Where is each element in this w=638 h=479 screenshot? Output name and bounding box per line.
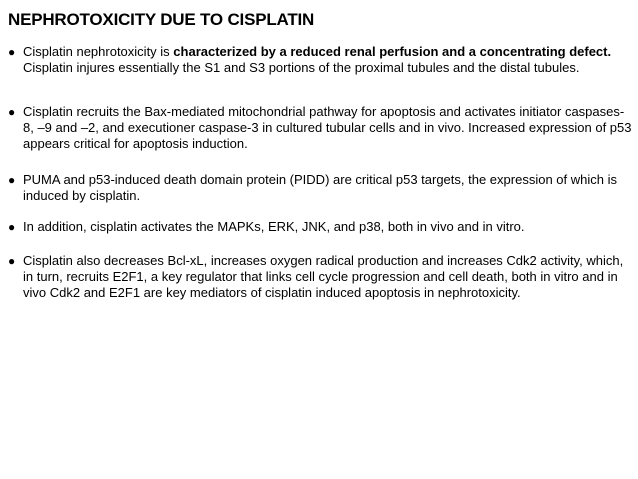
- bullet-item: [8, 219, 634, 235]
- bullet-dot-icon: ●: [8, 173, 16, 187]
- bullet-dot-icon: ●: [8, 254, 16, 268]
- bullet-text: [23, 44, 634, 76]
- bullet-dot-icon: ●: [8, 220, 16, 234]
- bullet-text-pre: Cisplatin nephrotoxicity is: [23, 44, 174, 59]
- bullet-text-bold: characterized by a reduced renal perfusion and a concentrating defect.: [173, 44, 612, 59]
- bullet-item: [8, 104, 634, 152]
- bullet-text-post: Cisplatin injures essentially the S1 and S3 portions of the proximal tubules and the distal tubules.: [23, 60, 580, 75]
- bullet-item: [8, 172, 634, 204]
- bullet-item: [8, 253, 634, 301]
- bullet-text: Cisplatin recruits the Bax-mediated mitochondrial pathway for apoptosis and activates initiator caspases-8, –9 and –2, and executioner caspase-3 in cultured tubular cells and in vivo. Increased expression of p53 appears critical for apoptosis induction.: [23, 104, 632, 151]
- bullet-text: Cisplatin also decreases Bcl-xL, increases oxygen radical production and increases Cdk2 activity, which, in turn, recruits E2F1, a key regulator that links cell cycle progression and cell death, both in vitro and in vivo Cdk2 and E2F1 are key mediators of cisplatin induced apoptosis in nephrotoxicity.: [23, 253, 624, 300]
- bullet-text: In addition, cisplatin activates the MAPKs, ERK, JNK, and p38, both in vivo and in vitro.: [23, 219, 525, 234]
- bullet-text: PUMA and p53-induced death domain protein (PIDD) are critical p53 targets, the expression of which is induced by cisplatin.: [23, 172, 617, 203]
- bullet-dot-icon: ●: [8, 45, 16, 59]
- bullet-item: [8, 44, 634, 76]
- slide-title: NEPHROTOXICITY DUE TO CISPLATIN: [8, 10, 315, 29]
- bullet-dot-icon: ●: [8, 105, 16, 119]
